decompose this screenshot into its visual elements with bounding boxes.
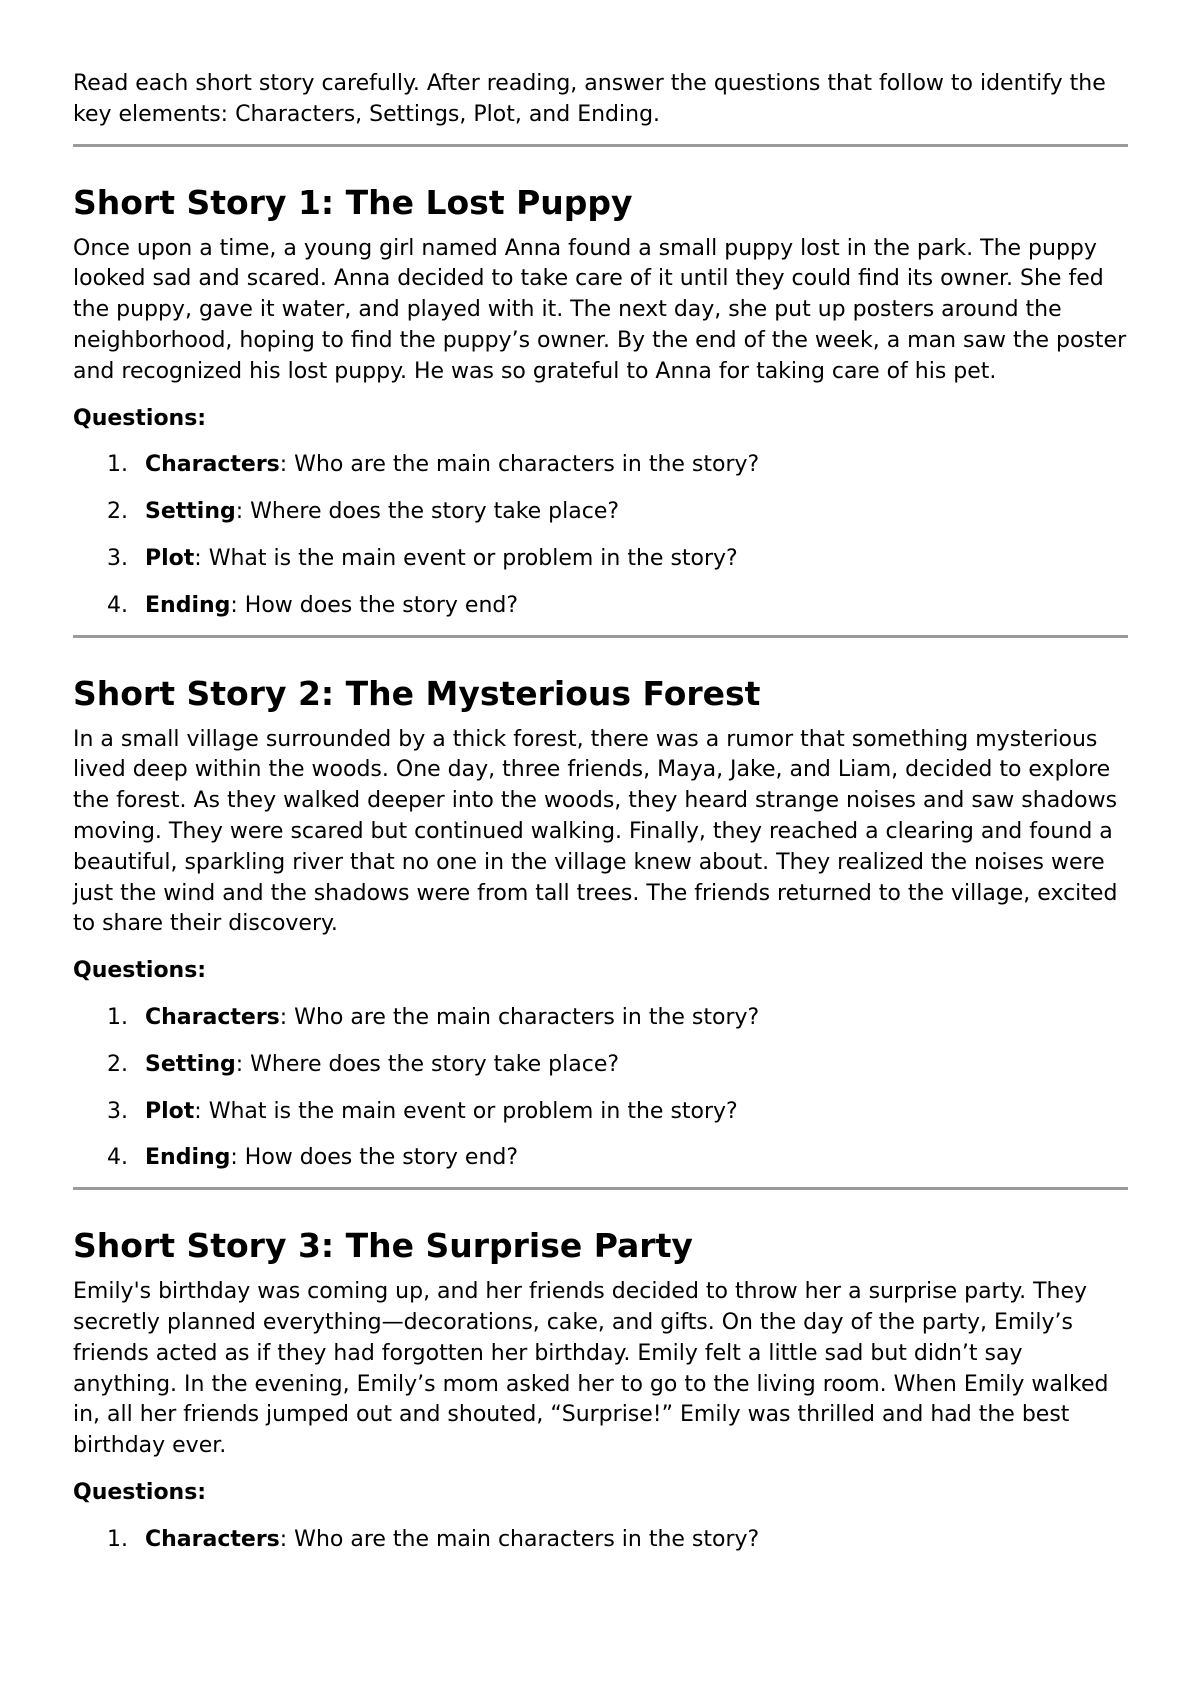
question-number: 3. [107, 545, 128, 571]
divider [73, 1187, 1128, 1190]
questions-heading: Questions: [73, 405, 207, 431]
question-term: Plot [145, 1098, 195, 1124]
story-section [73, 1226, 1128, 1555]
question-item [73, 1097, 1128, 1128]
question-text: : Who are the main characters in the story? [279, 452, 760, 478]
question-term: Ending [145, 592, 231, 618]
question-item [73, 1143, 1128, 1174]
story-title: Short Story 3: The Surprise Party [73, 1226, 693, 1266]
question-number: 1. [107, 1526, 128, 1552]
question-text: : Where does the story take place? [235, 1051, 620, 1077]
question-item [73, 497, 1128, 528]
questions-heading: Questions: [73, 1479, 207, 1505]
question-text: : Where does the story take place? [235, 499, 620, 525]
questions-heading: Questions: [73, 958, 207, 984]
question-term: Ending [145, 1145, 231, 1171]
question-text: : What is the main event or problem in the story? [194, 545, 738, 571]
question-number: 4. [107, 592, 128, 618]
story-text: Emily's birthday was coming up, and her friends decided to throw her a surprise party. They secretly planned everything—decorations, cake, and gifts. On the day of the party, Emily’s friends acted as if they had forgotten her birthday. Emily felt a little sad but didn’t say anything. In the evening, Emily’s mom asked her to go to the living room. When Emily walked in, all her friends jumped out and shouted, “Surprise!” Emily was thrilled and had the best birthday ever. [73, 1279, 1109, 1459]
question-term: Setting [145, 499, 236, 525]
story-title: Short Story 2: The Mysterious Forest [73, 673, 761, 713]
question-text: : What is the main event or problem in the story? [194, 1098, 738, 1124]
story-text: Once upon a time, a young girl named Anna found a small puppy lost in the park. The puppy looked sad and scared. Anna decided to take care of it until they could find its owner. She fed the puppy, gave it water, and played with it. The next day, she put up posters around the neighborhood, hoping to find the puppy’s owner. By the end of the week, a man saw the poster and recognized his lost puppy. He was so grateful to Anna for taking care of his pet. [73, 235, 1127, 384]
questions-list [73, 1003, 1128, 1174]
question-number: 2. [107, 499, 128, 525]
question-item [73, 544, 1128, 575]
instructions-text: Read each short story carefully. After reading, answer the questions that follow to identify the key elements: Characters, Settings, Plot, and Ending. [73, 71, 1106, 127]
question-term: Characters [145, 1526, 280, 1552]
question-number: 4. [107, 1145, 128, 1171]
question-number: 1. [107, 1004, 128, 1030]
questions-list [73, 450, 1128, 621]
question-number: 1. [107, 452, 128, 478]
divider [73, 635, 1128, 638]
question-number: 3. [107, 1098, 128, 1124]
question-term: Plot [145, 545, 195, 571]
story-text: In a small village surrounded by a thick forest, there was a rumor that something mysterious lived deep within the woods. One day, three friends, Maya, Jake, and Liam, decided to explore the forest. As they walked deeper into the woods, they heard strange noises and saw shadows moving. They were scared but continued walking. Finally, they reached a clearing and found a beautiful, sparkling river that no one in the village knew about. They realized the noises were just the wind and the shadows were from tall trees. The friends returned to the village, excited to share their discovery. [73, 726, 1118, 937]
question-term: Characters [145, 1004, 280, 1030]
story-section [73, 182, 1128, 622]
question-item [73, 1003, 1128, 1034]
question-text: : How does the story end? [230, 1145, 519, 1171]
story-title: Short Story 1: The Lost Puppy [73, 182, 633, 222]
question-term: Characters [145, 452, 280, 478]
question-text: : Who are the main characters in the story? [279, 1526, 760, 1552]
divider [73, 144, 1128, 147]
question-text: : How does the story end? [230, 592, 519, 618]
story-section [73, 673, 1128, 1175]
question-item [73, 591, 1128, 622]
question-number: 2. [107, 1051, 128, 1077]
questions-list [73, 1525, 1128, 1556]
question-item [73, 1050, 1128, 1081]
question-item [73, 450, 1128, 481]
question-term: Setting [145, 1051, 236, 1077]
question-item [73, 1525, 1128, 1556]
question-text: : Who are the main characters in the story? [279, 1004, 760, 1030]
